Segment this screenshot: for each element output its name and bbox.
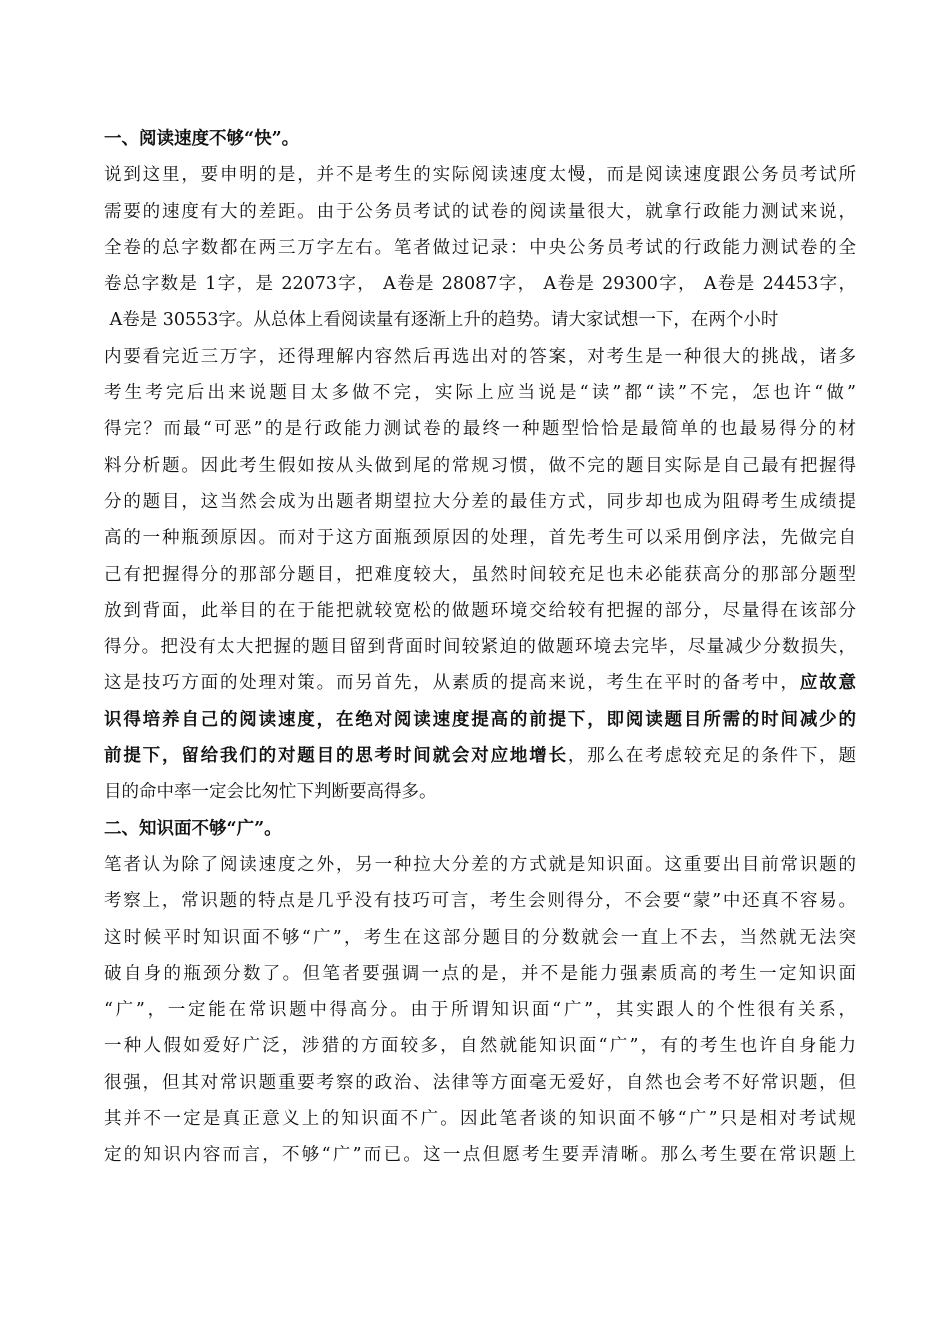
paragraph-line: A卷是 30553字。从总体上看阅读量有逐渐上升的趋势。请大家试想一下，在两个小时: [104, 310, 779, 331]
paragraph-line: 笔者认为除了阅读速度之外，另一种拉大分差的方式就是知识面。这重要出目前常识题的: [104, 854, 856, 875]
paragraph-line: 很强，但其对常识题重要考察的政治、法律等方面毫无爱好，自然也会考不好常识题，但: [104, 1072, 856, 1093]
plain-text: 这是技巧方面的处理对策。而另首先，从素质的提高来说，考生在平时的备考中，: [104, 673, 800, 694]
plain-text: ，那么在考虑较充足的条件下，题: [567, 746, 857, 767]
section2-heading: 二、知识面不够“广”。: [104, 818, 282, 839]
paragraph-line: 需要的速度有大的差距。由于公务员考试的试卷的阅读量很大，就拿行政能力测试来说，: [104, 201, 856, 222]
paragraph-line: 料分析题。因此考生假如按从头做到尾的常规习惯，做不完的题目实际是自己最有把握得: [104, 455, 856, 476]
paragraph-line: 考察上，常识题的特点是几乎没有技巧可言，考生会则得分，不会要“蒙”中还真不容易。: [104, 891, 856, 912]
paragraph-line: 一种人假如爱好广泛，涉猎的方面较多，自然就能知识面“广”，有的考生也许自身能力: [104, 1036, 856, 1057]
emphasis-text: 应故意: [799, 673, 857, 694]
paragraph-line: 得完？而最“可恶”的是行政能力测试卷的最终一种题型恰恰是最简单的也最易得分的材: [104, 419, 856, 440]
paragraph-line: 破自身的瓶颈分数了。但笔者要强调一点的是，并不是能力强素质高的考生一定知识面: [104, 963, 856, 984]
paragraph-line-mixed: [104, 745, 856, 781]
paragraph-line: 全卷的总字数都在两三万字左右。笔者做过记录：中央公务员考试的行政能力测试卷的全: [104, 237, 856, 258]
paragraph-line: 其并不一定是真正意义上的知识面不广。因此笔者谈的知识面不够“广”只是相对考试规: [104, 1109, 856, 1130]
emphasis-line: 识得培养自己的阅读速度，在绝对阅读速度提高的前提下，即阅读题目所需的时间减少的: [104, 709, 856, 730]
paragraph-line-mixed: [104, 672, 856, 708]
paragraph-line: “广”，一定能在常识题中得高分。由于所谓知识面“广”，其实跟人的个性很有关系，: [104, 1000, 856, 1021]
paragraph-line: 卷总字数是 1字，是 22073字， A卷是 28087字， A卷是 29300字， A卷是 24453字，: [104, 274, 856, 295]
document-body: [104, 128, 856, 1181]
section1-heading: 一、阅读速度不够“快”。: [104, 129, 300, 149]
paragraph-line: 得分。把没有太大把握的题目留到背面时间较紧迫的做题环境去完毕，尽量减少分数损失，: [104, 637, 856, 658]
paragraph-line: 目的命中率一定会比匆忙下判断要高得多。: [104, 782, 437, 803]
paragraph-line: 考生考完后出来说题目太多做不完，实际上应当说是“读”都“读”不完，怎也许“做”: [104, 383, 856, 404]
paragraph-line: 己有把握得分的那部分题目，把难度较大，虽然时间较充足也未必能获高分的那部分题型: [104, 564, 856, 585]
paragraph-line: 高的一种瓶颈原因。而对于这方面瓶颈原因的处理，首先考生可以采用倒序法，先做完自: [104, 528, 856, 549]
paragraph-line: 分的题目，这当然会成为出题者期望拉大分差的最佳方式，同步却也成为阻碍考生成绩提: [104, 491, 856, 512]
paragraph-line: 内要看完近三万字，还得理解内容然后再选出对的答案，对考生是一种很大的挑战，诸多: [104, 346, 856, 367]
paragraph-line: 这时候平时知识面不够“广”，考生在这部分题目的分数就会一直上不去，当然就无法突: [104, 927, 856, 948]
paragraph-line: 放到背面，此举目的在于能把就较宽松的做题环境交给较有把握的部分，尽量得在该部分: [104, 600, 856, 621]
paragraph-line: 说到这里，要申明的是，并不是考生的实际阅读速度太慢，而是阅读速度跟公务员考试所: [104, 165, 856, 186]
emphasis-text: 前提下，留给我们的对题目的思考时间就会对应地增长: [104, 746, 568, 767]
paragraph-line: 定的知识内容而言，不够“广”而已。这一点但愿考生要弄清晰。那么考生要在常识题上: [104, 1145, 856, 1166]
